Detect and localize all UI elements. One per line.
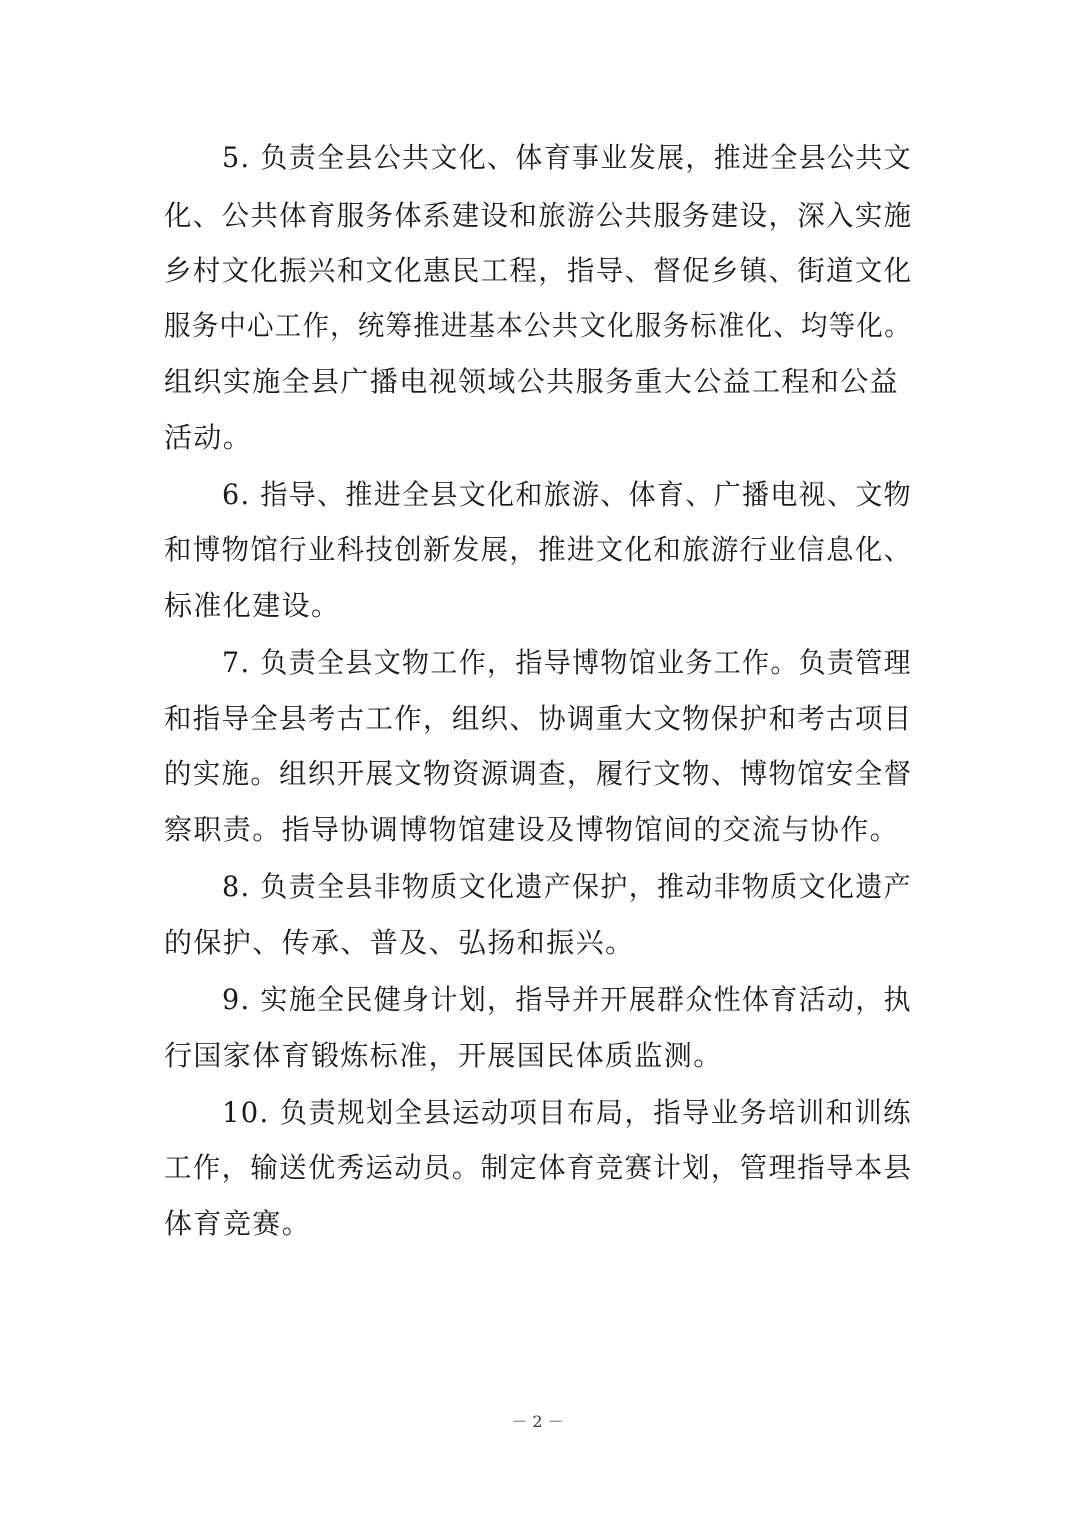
- page-number: － 2 －: [511, 1412, 564, 1431]
- text-line-17: 行国家体育锻炼标准，开展国民体质监测。: [164, 1039, 723, 1072]
- text-line-18: 10. 负责规划全县运动项目布局，指导业务培训和训练: [222, 1096, 912, 1129]
- text-line-8: 和博物馆行业科技创新发展，推进文化和旅游行业信息化、: [164, 533, 913, 566]
- text-line-11: 和指导全县考古工作，组织、协调重大文物保护和考古项目: [164, 702, 913, 735]
- text-line-19: 工作，输送优秀运动员。制定体育竞赛计划，管理指导本县: [164, 1151, 913, 1184]
- text-line-2: 化、公共体育服务体系建设和旅游公共服务建设，深入实施: [164, 199, 913, 232]
- text-line-9: 标准化建设。: [164, 589, 341, 622]
- text-line-15: 的保护、传承、普及、弘扬和振兴。: [164, 926, 635, 959]
- text-line-13: 察职责。指导协调博物馆建设及博物馆间的交流与协作。: [164, 813, 900, 846]
- text-line-7: 6. 指导、推进全县文化和旅游、体育、广播电视、文物: [222, 478, 913, 511]
- text-line-12: 的实施。组织开展文物资源调查，履行文物、博物馆安全督: [164, 757, 913, 790]
- text-line-20: 体育竞赛。: [164, 1207, 312, 1240]
- text-line-14: 8. 负责全县非物质文化遗产保护，推动非物质文化遗产: [222, 870, 913, 903]
- text-line-4: 服务中心工作，统筹推进基本公共文化服务标准化、均等化。: [164, 309, 912, 342]
- text-line-6: 活动。: [164, 421, 253, 454]
- text-line-3: 乡村文化振兴和文化惠民工程，指导、督促乡镇、街道文化: [164, 254, 913, 287]
- text-line-5: 组织实施全县广播电视领域公共服务重大公益工程和公益: [164, 365, 900, 398]
- text-line-1: 5. 负责全县公共文化、体育事业发展，推进全县公共文: [222, 141, 913, 174]
- text-line-16: 9. 实施全民健身计划，指导并开展群众性体育活动，执: [222, 983, 913, 1016]
- text-line-10: 7. 负责全县文物工作，指导博物馆业务工作。负责管理: [222, 646, 913, 679]
